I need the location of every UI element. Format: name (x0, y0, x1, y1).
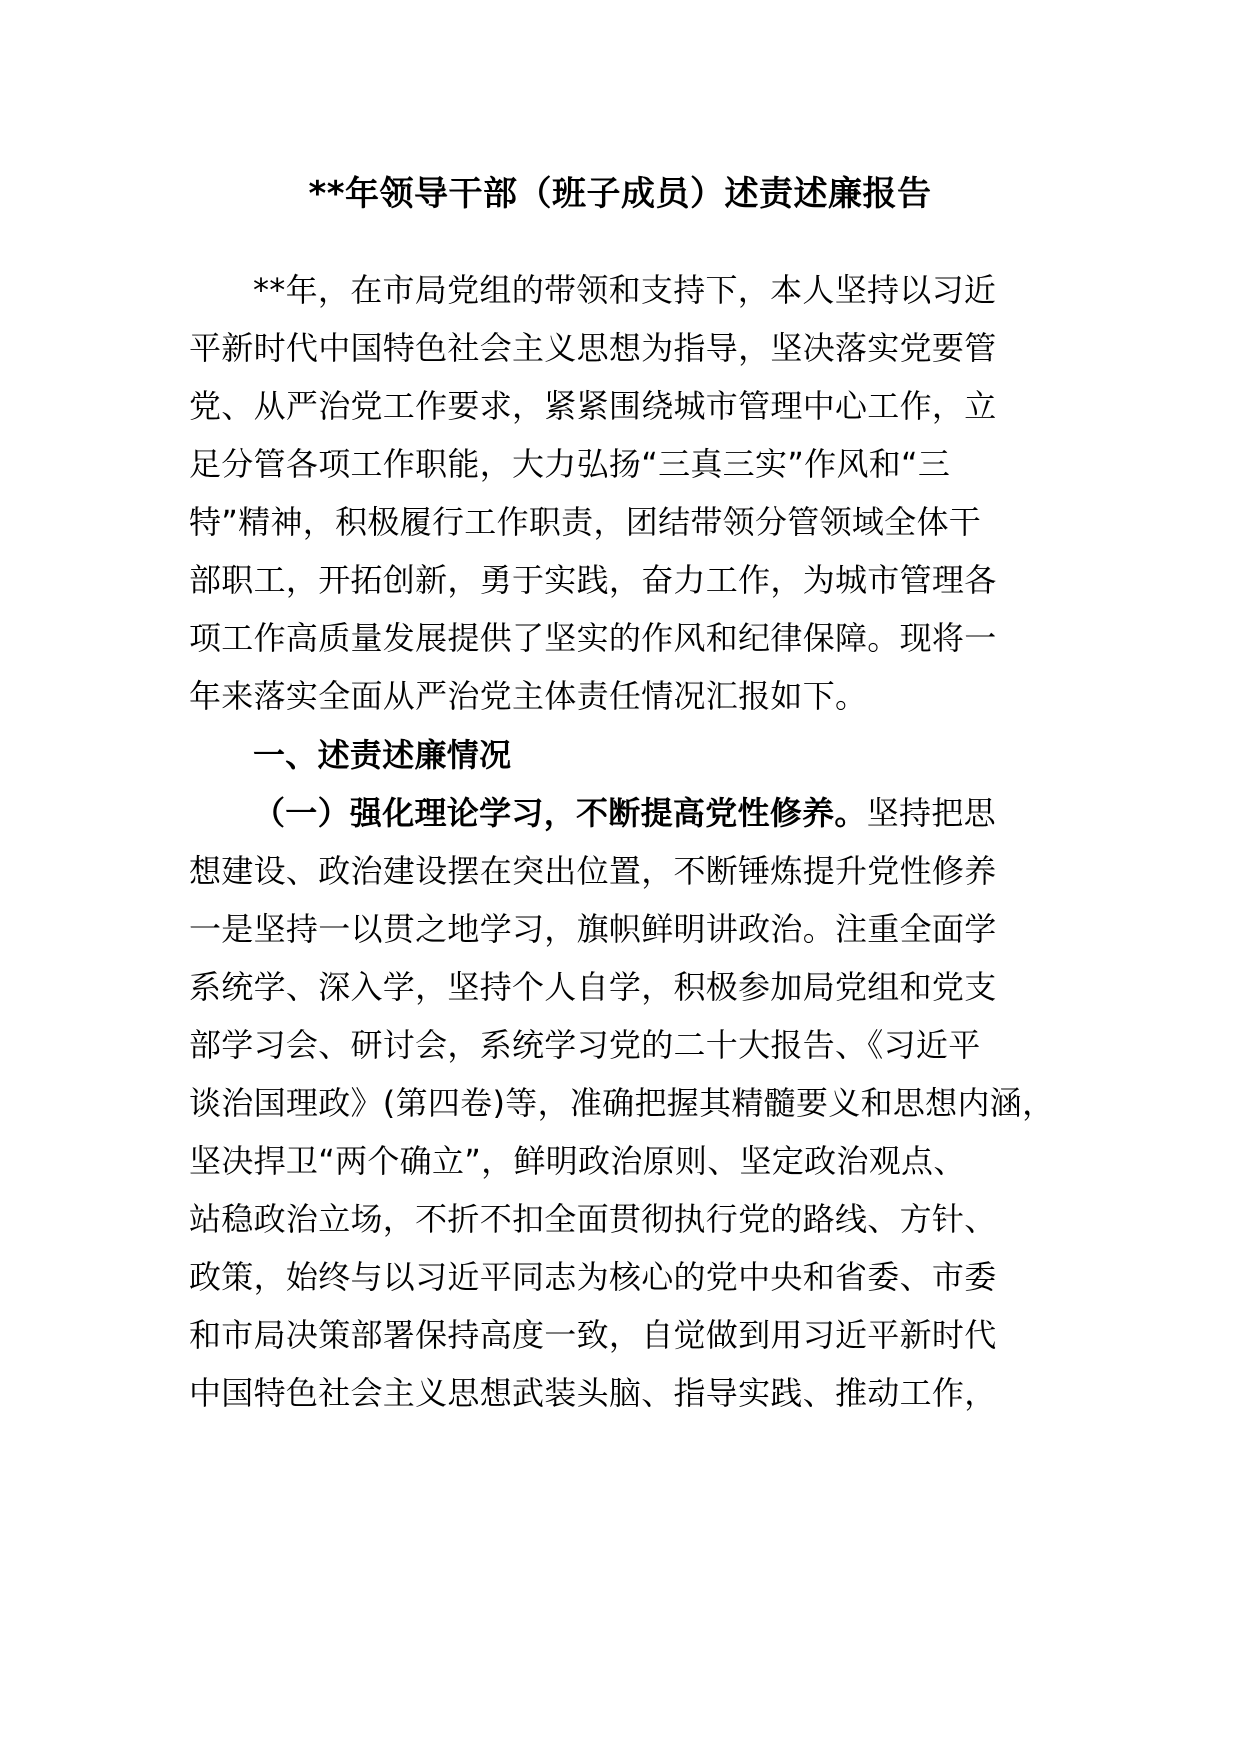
intro-line-8: 年来落实全面从严治党主体责任情况汇报如下。 (189, 677, 868, 715)
intro-line-3: 党、从严治党工作要求，紧紧围绕城市管理中心工作，立 (189, 387, 997, 425)
intro-line-7: 项工作高质量发展提供了坚实的作风和纪律保障。现将一 (189, 619, 997, 657)
intro-line-5: 特”精神，积极履行工作职责，团结带领分管领域全体干 (189, 503, 982, 541)
document-title: **年领导干部（班子成员）述责述廉报告 (308, 174, 932, 214)
body-line-6: 坚决捍卫“两个确立”，鲜明政治原则、坚定政治观点、 (189, 1142, 966, 1180)
intro-line-2: 平新时代中国特色社会主义思想为指导，坚决落实党要管 (189, 329, 997, 367)
body-line-8: 政策，始终与以习近平同志为核心的党中央和省委、市委 (189, 1258, 997, 1296)
intro-line-1: **年，在市局党组的带领和支持下，本人坚持以习近 (253, 271, 997, 309)
body-line-4: 部学习会、研讨会，系统学习党的二十大报告、《习近平 (189, 1026, 981, 1064)
body-line-5: 谈治国理政》(第四卷)等，准确把握其精髓要义和思想内涵， (189, 1084, 1055, 1122)
body-line-2: 一是坚持一以贯之地学习，旗帜鲜明讲政治。注重全面学 (189, 910, 997, 948)
subsection-first-line (253, 791, 996, 835)
intro-line-4: 足分管各项工作职能，大力弘扬“三真三实”作风和“三 (189, 445, 951, 483)
subsection-line-1-rest: 坚持把思 (866, 794, 996, 832)
body-line-10: 中国特色社会主义思想武装头脑、指导实践、推动工作， (189, 1374, 997, 1412)
body-line-3: 系统学、深入学，坚持个人自学，积极参加局党组和党支 (189, 968, 997, 1006)
body-line-9: 和市局决策部署保持高度一致，自觉做到用习近平新时代 (189, 1316, 997, 1354)
section-heading-1: 一、述责述廉情况 (253, 736, 512, 774)
body-line-1: 想建设、政治建设摆在突出位置，不断锤炼提升党性修养 (189, 852, 997, 890)
body-line-7: 站稳政治立场，不折不扣全面贯彻执行党的路线、方针、 (189, 1200, 997, 1238)
intro-line-6: 部职工，开拓创新，勇于实践，奋力工作，为城市管理各 (189, 561, 997, 599)
subsection-heading-1: （一）强化理论学习，不断提高党性修养。 (253, 794, 867, 832)
